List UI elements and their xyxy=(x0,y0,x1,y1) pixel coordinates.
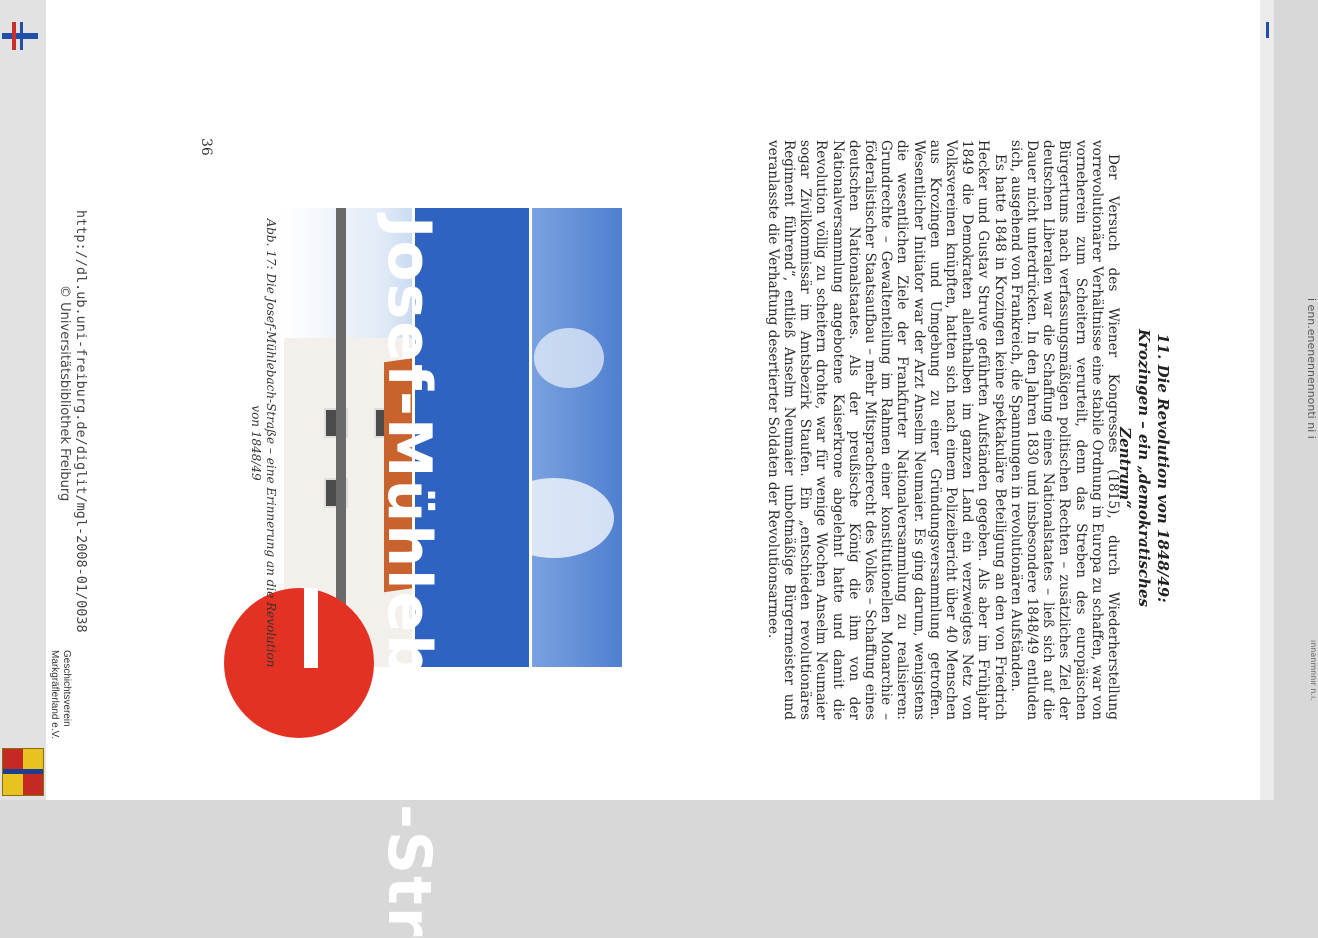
traffic-sign-bar xyxy=(304,588,318,668)
paragraph-1: Der Versuch des Wiener Kongresses (1815), durch Wiederherstellung vorrevolutionärer Verhältnisse eine stabile Ordnung in Europa zu schaffen, war von vorneherein zum Scheitern verurteilt, denn das Streben des europäischen Bürgertums nach verfassungsmäßigen politischen Rechten – zusätzliches Ziel der deutschen Liberalen war die Schaffung eines Nationalstaates – ließ sich auf die Dauer nicht unterdrücken. In den Jahren 1830 und insbesondere 1848/49 entluden sich, ausgehend von Frankreich, die Spannungen in revolutionären Aufständen. xyxy=(1007,140,1121,720)
cloud xyxy=(534,328,604,388)
right-bookmark-icon[interactable] xyxy=(1264,22,1272,38)
caption-line-1: Abb. 17: Die Josef-Mühlebach-Straße – eine Erinnerung an die Revolution xyxy=(264,218,278,668)
scanned-page xyxy=(46,0,1318,938)
coat-of-arms-logo xyxy=(2,748,44,796)
traffic-sign xyxy=(224,588,374,738)
permalink-url[interactable]: http://dl.ub.uni-freiburg.de/diglit/mgl-2008-01/0038 xyxy=(73,210,89,633)
figure-caption xyxy=(248,208,278,678)
street-sign-photo xyxy=(284,208,622,938)
publisher-label xyxy=(48,650,72,739)
chapter-title xyxy=(1115,318,1172,618)
copyright-notice: © Universitätsbibliothek Freiburg xyxy=(57,285,72,502)
body-text xyxy=(765,140,1121,720)
street-sign-text: Josef-Mühlebach-Str xyxy=(374,216,444,938)
viewer-right-margin xyxy=(1260,0,1274,800)
caption-line-2: von 1848/49 xyxy=(249,405,263,481)
bookmark-icon[interactable] xyxy=(2,22,38,50)
publisher-line-1: Geschichtsverein xyxy=(61,650,72,727)
publisher-line-2: Markgräflerland e.V. xyxy=(49,650,60,740)
cropped-right-text: ınnanmnnır n.ı. xyxy=(1309,640,1318,701)
chapter-title-line-2: Krozingen – ein „demokratisches Zentrum“ xyxy=(1116,329,1153,607)
page-number: 36 xyxy=(198,138,214,156)
chapter-title-line-1: 11. Die Revolution von 1848/49: xyxy=(1154,333,1172,603)
paragraph-2: Es hatte 1848 in Krozingen keine spektakuläre Beteiligung an den von Friedrich Hecker und Gustav Struve geführten Aufständen gegeben. Als aber im Frühjahr 1849 die Demokraten allenthalben im ganzen Land ein verzweigtes Netz von Volksvereinen knüpften, hatten sich nach einem Polizeibericht über 40 Menschen aus Krozingen und Umgebung zu einer Gründungsversammlung getroffen. Wesentlicher Initiator war der Arzt Anselm Neumaier. Es ging darum, wenigstens die wesentlichen Ziele der Frankfurter Nationalversammlung zu realisieren: Grundrechte – Gewaltenteilung im Rahmen einer konstitutionellen Monarchie – föderalistischer Staatsaufbau – mehr Mitspracherecht des Volkes – Schaffung eines deutschen Nationalstaates. Als der preußische König die ihm von der Nationalversammlung angebotene Kaiserkrone abgelehnt hatte und damit die Revolution völlig zu scheitern drohte, war für wenige Wochen Anselm Neumaier sogar Zivilkommissär im Amtsbezirk Staufen. Ein „entschieden revolutionäres Regiment führend“, entließ Anselm Neumaier unbotmäßige Bürgermeister und veranlasste die Verhaftung desertierter Soldaten der Revolutionsarmee. xyxy=(764,140,1008,720)
cropped-header-text: i enn.enenennennonti ni i xyxy=(1305,298,1318,439)
viewer-left-margin xyxy=(0,0,46,800)
